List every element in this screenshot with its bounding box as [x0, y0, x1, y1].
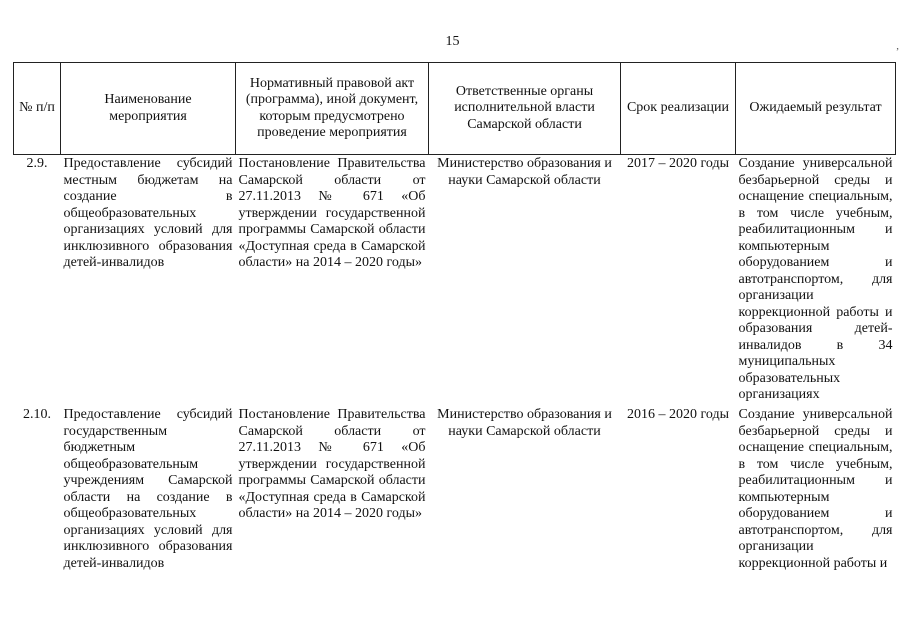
row-number: 2.10. [23, 407, 51, 422]
row-responsible-body: Министерство образования и науки Самарской области [437, 156, 612, 188]
row-measure-name: Предоставление субсидий местным бюджетам на создание в общеобразовательных организациях условий для инклюзивного образования детей-инвалидов [63, 156, 233, 270]
header-term: Срок реализации [621, 63, 736, 155]
measures-table [13, 62, 896, 577]
row-responsible-body: Министерство образования и науки Самарской области [437, 407, 612, 439]
row-expected-result: Создание универсальной безбарьерной среды и оснащение специальным, в том числе учебным, реабилитационным и компьютерным оборудованием и автотранспортом, для организации коррекционной работы и образования детей-инвалидов в 34 муниципальных образовательных организациях [738, 156, 893, 402]
row-expected-result: Создание универсальной безбарьерной среды и оснащение специальным, в том числе учебным, реабилитационным и компьютерным оборудованием и автотранспортом, для организации коррекционной работы и [738, 407, 893, 571]
row-legal-act: Постановление Правительства Самарской области от 27.11.2013 № 671 «Об утверждении государственной программы Самарской области «Доступная среда в Самарской области» на 2014 – 2020 годы» [238, 156, 426, 270]
row-legal-act: Постановление Правительства Самарской области от 27.11.2013 № 671 «Об утверждении государственной программы Самарской области «Доступная среда в Самарской области» на 2014 – 2020 годы» [238, 407, 426, 521]
scan-mark: , [896, 40, 899, 52]
header-act: Нормативный правовой акт (программа), иной документ, которым предусмотрено проведение мероприятия [236, 63, 429, 155]
row-number: 2.9. [26, 156, 48, 171]
header-result: Ожидаемый результат [736, 63, 896, 155]
row-term: 2017 – 2020 годы [626, 156, 730, 171]
header-body: Ответственные органы исполнительной власти Самарской области [429, 63, 621, 155]
header-name: Наименование мероприятия [61, 63, 236, 155]
table-header-row [14, 63, 896, 155]
row-measure-name: Предоставление субсидий государственным бюджетным общеобразовательным учреждениям Самарской области на создание в общеобразовательных организациях условий для инклюзивного образования детей-инвалидов [63, 407, 233, 571]
table-row [14, 406, 896, 577]
row-term: 2016 – 2020 годы [626, 407, 730, 422]
header-num: № п/п [14, 63, 61, 155]
table-row [14, 155, 896, 407]
page-number: 15 [445, 34, 460, 49]
